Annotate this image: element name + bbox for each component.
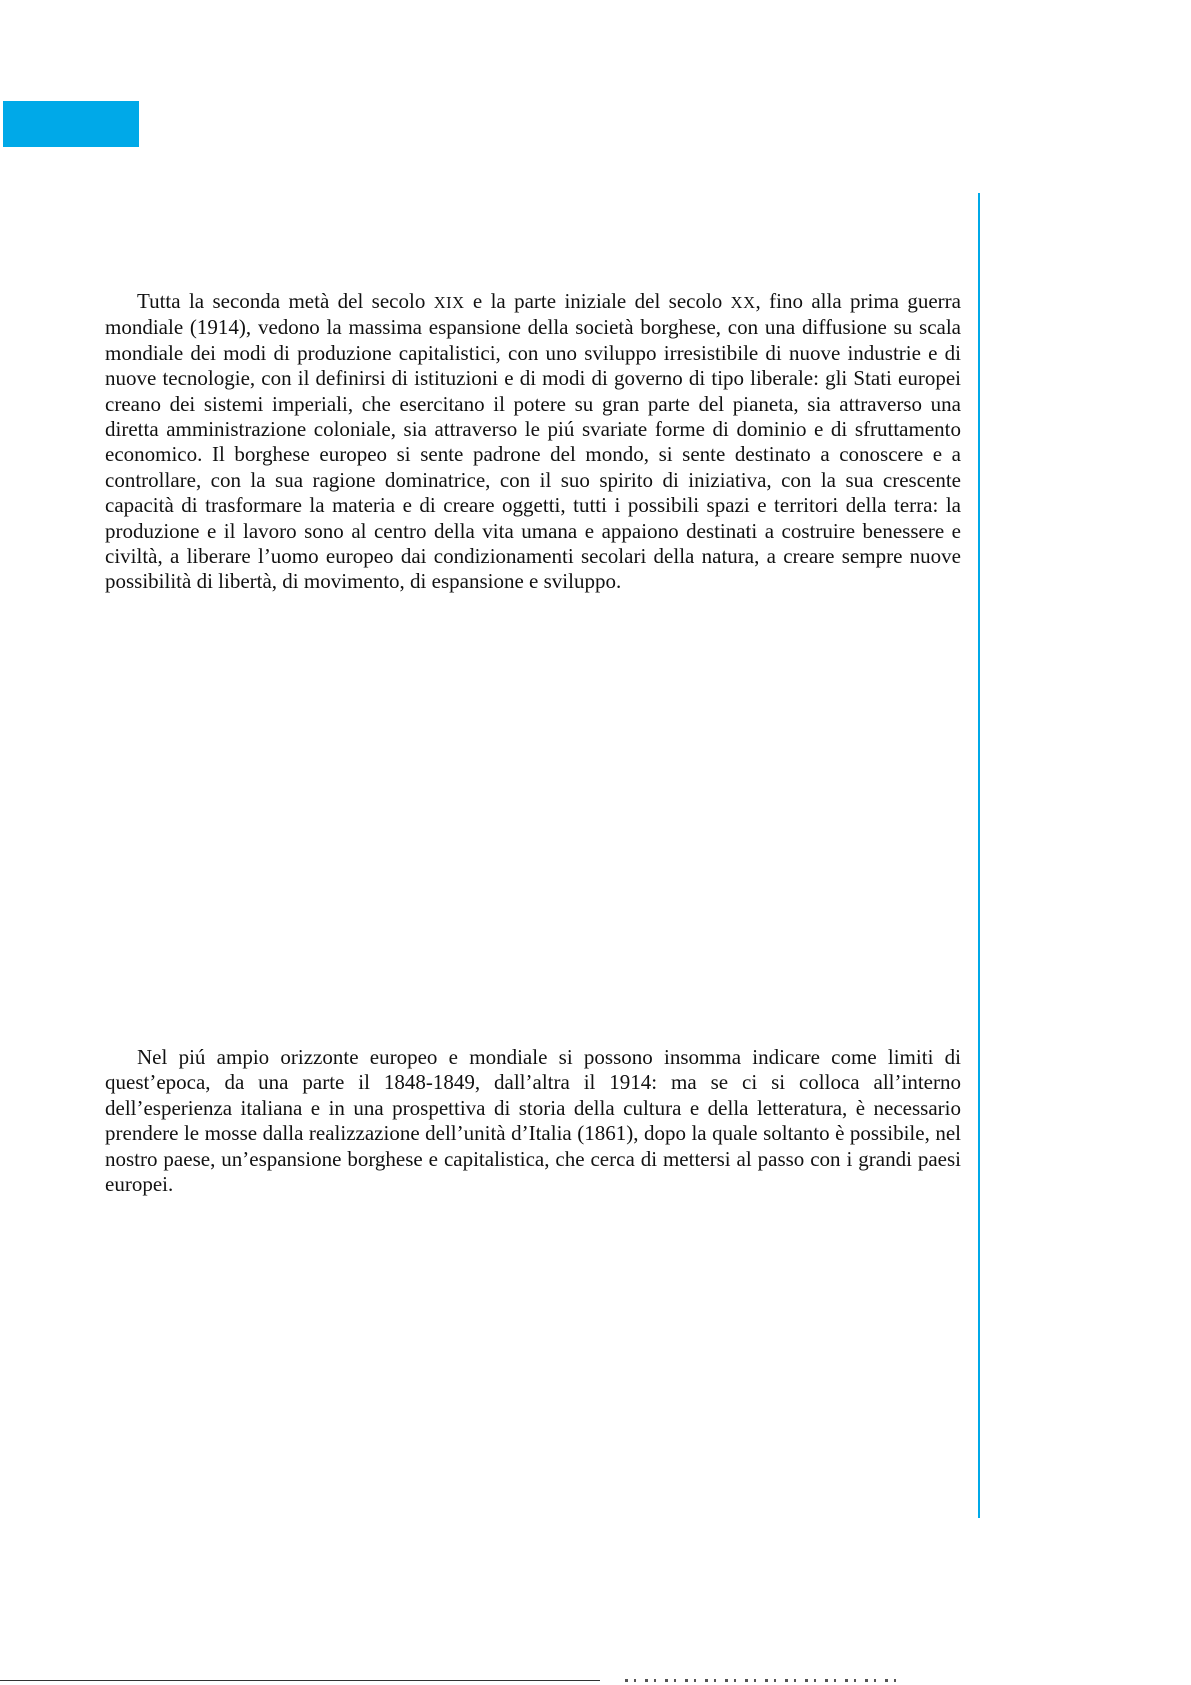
bottom-rule [0,1680,600,1681]
century-xix: XIX [433,293,465,312]
chapter-color-tab [3,101,139,147]
body-paragraph-2: Nel piú ampio orizzonte europeo e mondiale si possono insomma indicare come limiti di quest’epoca, da una parte il 1848-1849, dall’altra il 1914: ma se ci si colloca all’interno dell’esperienza italiana e in una prospettiva di storia della cultura e della letteratura, è necessario prendere le mosse dalla realizzazione dell’unità d’Italia (1861), dopo la quale soltanto è possibile, nel nostro paese, un’espansione borghese e capitalistica, che cerca di mettersi al passo con i grandi paesi europei. [105,1045,961,1197]
century-xx: XX [730,293,756,312]
margin-rule [978,193,980,1518]
paragraph-1-rest: , fino alla prima guerra mondiale (1914), vedono la massima espansione della società borghese, con una diffusione su scala mondiale dei modi di produzione capitalistici, con uno sviluppo irresistibile di nuove industrie e di nuove tecnologie, con il definirsi di istituzioni e di modi di governo di tipo liberale: gli Stati europei creano dei sistemi imperiali, che esercitano il potere su gran parte del pianeta, sia attraverso una diretta amministrazione coloniale, sia attraverso le piú svariate forme di dominio e di sfruttamento economico. Il borghese europeo si sente padrone del mondo, si sente destinato a conoscere e a controllare, con la sua ragione dominatrice, con il suo spirito di iniziativa, con la sua crescente capacità di trasformare la materia e di creare oggetti, tutti i possibili spazi e territori della terra: la produzione e il lavoro sono al centro della vita umana e appaiono destinati a costruire benessere e civiltà, a liberare l’uomo europeo dai condizionamenti secolari della natura, a creare sempre nuove possibilità di libertà, di movimento, di espansione e sviluppo. [105,289,961,594]
paragraph-1-lead: Tutta la seconda metà del secolo [137,289,434,313]
paragraph-1-mid: e la parte iniziale del secolo [464,289,731,313]
body-paragraph-1 [105,289,961,595]
print-marks [625,1679,905,1682]
